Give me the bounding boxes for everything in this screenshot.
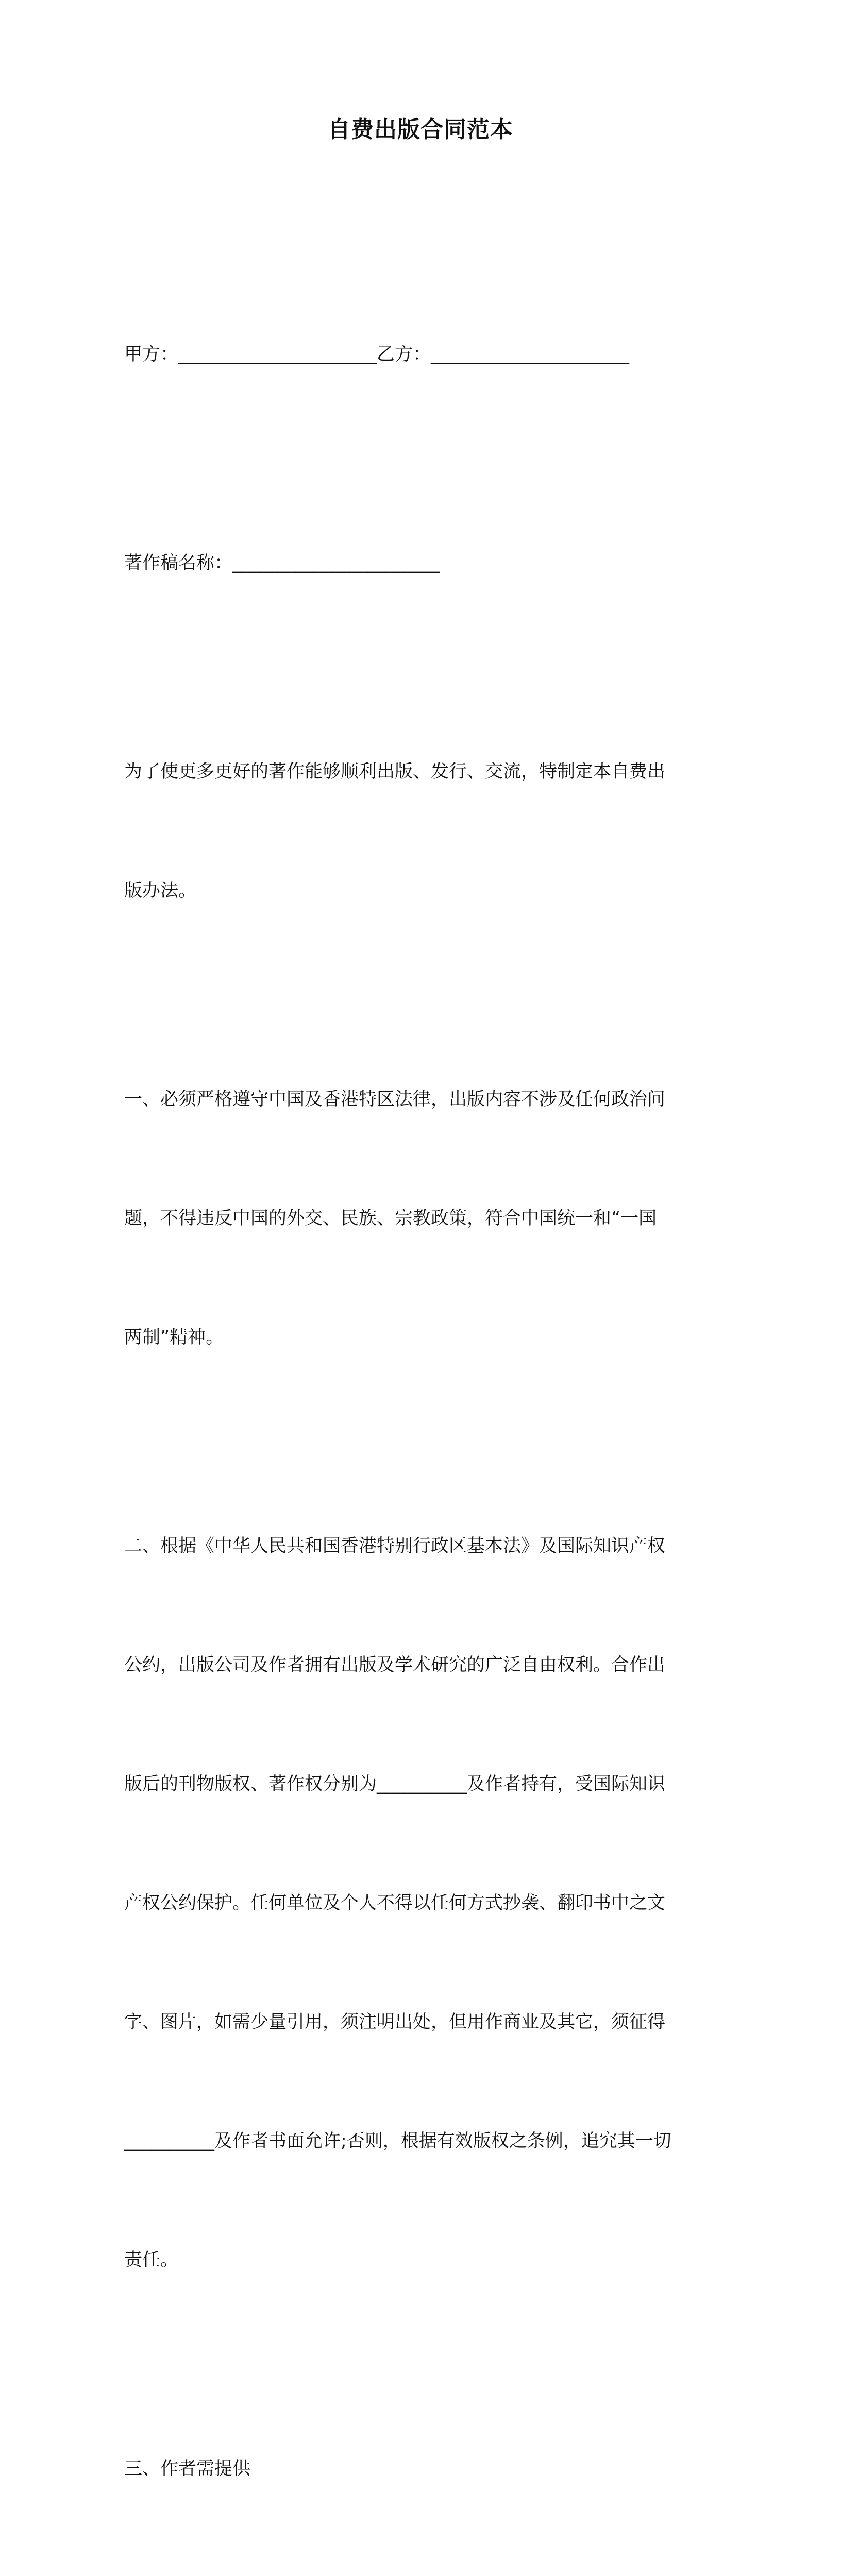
intro-paragraph <box>124 673 722 990</box>
text-line: 产权公约保护。任何单位及个人不得以任何方式抄袭、翻印书中之文 <box>124 1893 666 1913</box>
text-line: 甲方：______________________乙方：______________________ <box>124 344 630 365</box>
document-title: 自费出版合同范本 <box>328 116 513 143</box>
text-line: 版办法。 <box>124 880 197 901</box>
party-line <box>124 256 722 454</box>
clause-2-paragraph <box>124 1447 722 2360</box>
manuscript-name-line <box>124 464 722 663</box>
text-line: 两制”精神。 <box>124 1327 224 1348</box>
text-line: 题，不得违反中国的外交、民族、宗教政策，符合中国统一和“一国 <box>124 1208 657 1229</box>
text-line: 字、图片，如需少量引用，须注明出处，但用作商业及其它，须征得 <box>124 2012 666 2032</box>
text-line: 责任。 <box>124 2250 179 2270</box>
document-body <box>124 256 722 2576</box>
clause-1-paragraph <box>124 1001 722 1437</box>
text-line: 三、作者需提供 <box>124 2459 251 2479</box>
text-line: 著作稿名称：_______________________ <box>124 553 440 573</box>
clause-3-heading <box>124 2370 722 2568</box>
text-line: __________及作者书面允许;否则，根据有效版权之条例，追究其一切 <box>124 2131 671 2151</box>
text-line: 二、根据《中华人民共和国香港特别行政区基本法》及国际知识产权 <box>124 1536 666 1556</box>
text-line: 一、必须严格遵守中国及香港特区法律，出版内容不涉及任何政治问 <box>124 1089 666 1110</box>
text-line: 版后的刊物版权、著作权分别为__________及作者持有，受国际知识 <box>124 1774 666 1794</box>
text-line: 为了使更多更好的著作能够顺利出版、发行、交流，特制定本自费出 <box>124 761 666 782</box>
text-line: 公约，出版公司及作者拥有出版及学术研究的广泛自由权利。合作出 <box>124 1655 666 1675</box>
